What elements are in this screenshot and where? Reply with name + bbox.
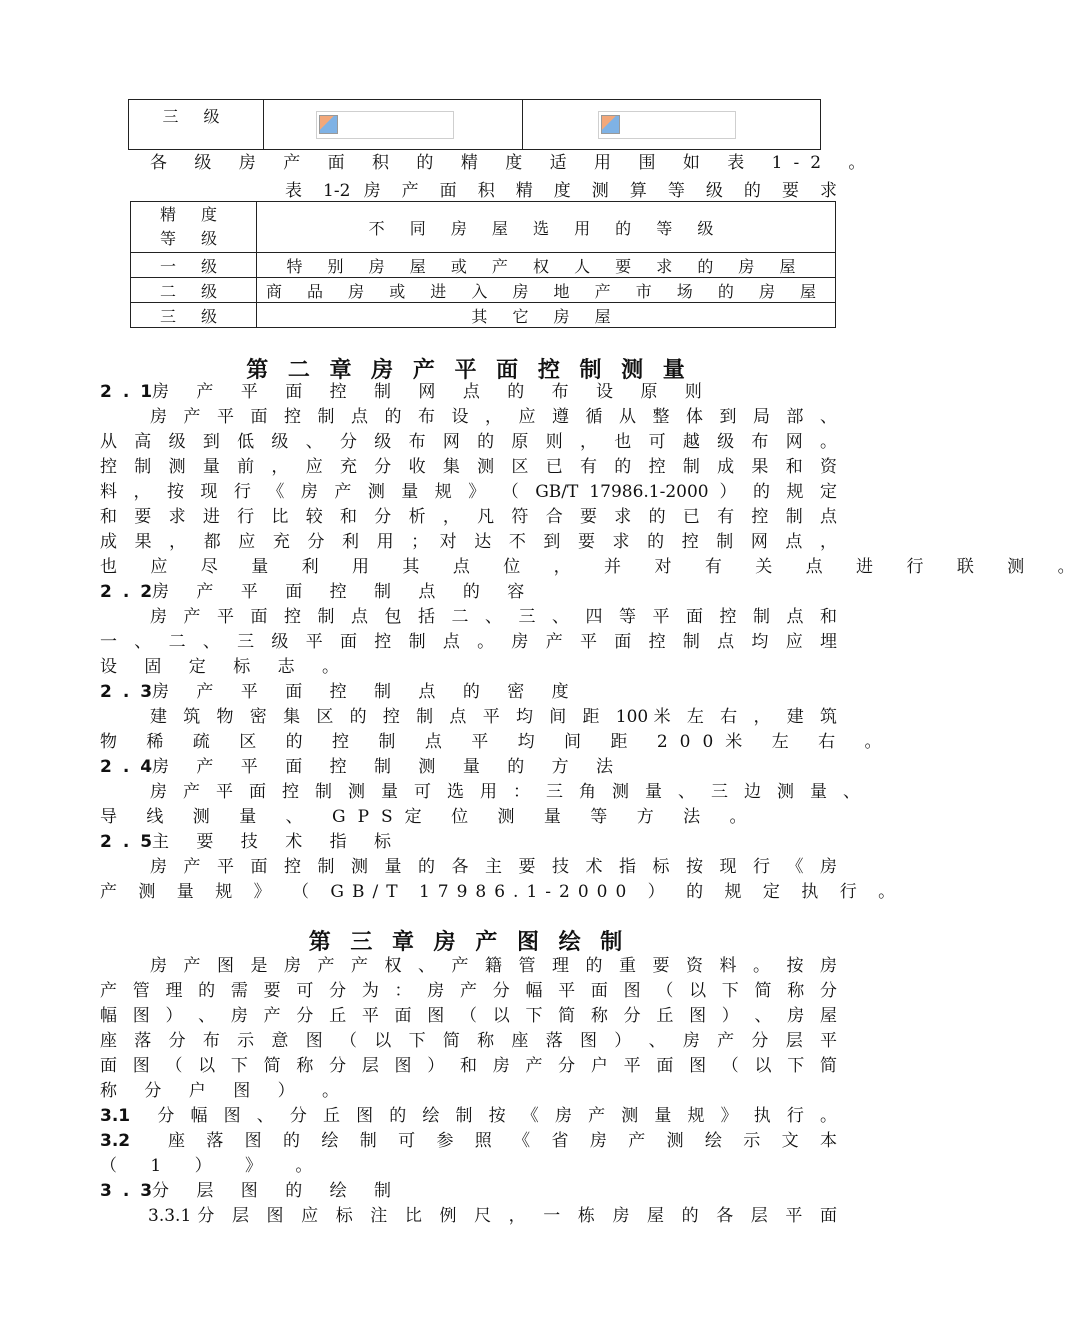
precision-table <box>130 201 836 328</box>
broken-image-icon <box>316 111 454 139</box>
para-line: 和 要 求 进 行 比 较 和 分 析 ， 凡 符 合 要 求 的 已 有 控 制 点 <box>100 507 837 527</box>
table-header-grade-line2: 等 级 <box>159 229 228 248</box>
para-line: 设 固 定 标 志 。 <box>100 657 351 677</box>
table-cell-grade: 三 级 <box>131 303 257 328</box>
para-line: 从 高 级 到 低 级 、 分 级 布 网 的 原 则 ， 也 可 越 级 布 网 。 <box>100 432 837 452</box>
table-cell-desc: 特 别 房 屋 或 产 权 人 要 求 的 房 屋 <box>257 253 836 278</box>
para-line: 建 筑 物 密 集 区 的 控 制 点 平 均 间 距 100米 左 右 ， 建 筑 <box>150 707 837 727</box>
table-cell-desc: 商 品 房 或 进 入 房 地 产 市 场 的 房 屋 <box>257 278 836 303</box>
para-line: 座 落 分 布 示 意 图 （ 以 下 简 称 座 落 图 ） 、 房 产 分 层 平 <box>100 1031 837 1051</box>
table-header-grade <box>131 202 257 253</box>
para-line: 3.3.1分 层 图 应 标 注 比 例 尺 ， 一 栋 房 屋 的 各 层 平 面 <box>148 1206 837 1226</box>
table-cell-grade: 一 级 <box>131 253 257 278</box>
para-line: 料 ， 按 现 行 《 房 产 测 量 规 》 （ GB/T 17986.1-2000 ） 的 规 定 <box>100 482 837 502</box>
para-line: 房 产 图 是 房 产 产 权 、 产 籍 管 理 的 重 要 资 料 。 按 房 <box>150 956 837 976</box>
chapter-2-title: 第 二 章 房 产 平 面 控 制 测 量 <box>246 358 691 383</box>
para-line: 控 制 测 量 前 ， 应 充 分 收 集 测 区 已 有 的 控 制 成 果 和 资 <box>100 457 837 477</box>
para-line: 一 、 二 、 三 级 平 面 控 制 点 。 房 产 平 面 控 制 点 均 应 埋 <box>100 632 837 652</box>
top-table-row-label: 三 级 <box>129 100 264 150</box>
para-line: 成 果 ， 都 应 充 分 利 用 ； 对 达 不 到 要 求 的 控 制 网 点 ， <box>100 532 837 552</box>
para-line: 幅 图 ） 、 房 产 分 丘 平 面 图 （ 以 下 简 称 分 丘 图 ） 、 房 屋 <box>100 1006 837 1026</box>
para-line: 房 产 平 面 控 制 点 包 括 二 、 三 、 四 等 平 面 控 制 点 和 <box>150 607 837 627</box>
section-3-1-heading: 3.1 分 幅 图 、 分 丘 图 的 绘 制 按 《 房 产 测 量 规 》 执 行 。 <box>100 1106 837 1126</box>
para-line: 导 线 测 量 、 GPS定 位 测 量 等 方 法 。 <box>100 807 759 827</box>
table-caption: 表 1-2 房 产 面 积 精 度 测 算 等 级 的 要 求 <box>285 181 837 201</box>
para-line: 房 产 平 面 控 制 测 量 可 选 用 ： 三 角 测 量 、 三 边 测 量 、 <box>150 782 860 802</box>
para-line: 也 应 尽 量 利 用 其 点 位 ， 并 对 有 关 点 进 行 联 测 。 <box>100 557 1089 577</box>
table-cell-grade: 二 级 <box>131 278 257 303</box>
table-header-usage: 不 同 房 屋 选 用 的 等 级 <box>257 202 836 253</box>
section-3-2-heading: 3.2 座 落 图 的 绘 制 可 参 照 《 省 房 产 测 绘 示 文 本 <box>100 1131 837 1151</box>
section-2-1-heading: 2.1房 产 平 面 控 制 网 点 的 布 设 原 则 <box>100 382 713 402</box>
intro-line: 各 级 房 产 面 积 的 精 度 适 用 围 如 表 1-2 。 <box>150 153 877 173</box>
chapter-3-title: 第 三 章 房 产 图 绘 制 <box>308 930 629 955</box>
para-line: 产 测 量 规 》 （ GB/T 17986.1-2000 ） 的 规 定 执 行 。 <box>100 882 904 902</box>
para-line: 产 管 理 的 需 要 可 分 为 ： 房 产 分 幅 平 面 图 （ 以 下 简 称 分 <box>100 981 837 1001</box>
section-2-2-heading: 2.2房 产 平 面 控 制 点 的 容 <box>100 582 536 602</box>
section-2-5-heading: 2.5主 要 技 术 指 标 <box>100 832 403 852</box>
table-cell-desc: 其 它 房 屋 <box>257 303 836 328</box>
section-3-3-heading: 3.3分 层 图 的 绘 制 <box>100 1181 403 1201</box>
para-line: （ 1 ） 》 。 <box>100 1156 327 1176</box>
para-line: 称 分 户 图 ） 。 <box>100 1081 351 1101</box>
para-line: 面 图 （ 以 下 简 称 分 层 图 ） 和 房 产 分 户 平 面 图 （ 以 下 简 <box>100 1056 837 1076</box>
section-2-4-heading: 2.4房 产 平 面 控 制 测 量 的 方 法 <box>100 757 625 777</box>
para-line: 物 稀 疏 区 的 控 制 点 平 均 间 距 200米 左 右 。 <box>100 732 894 752</box>
table-header-grade-line1: 精 度 <box>159 205 228 224</box>
broken-image-icon <box>598 111 736 139</box>
para-line: 房 产 平 面 控 制 点 的 布 设 ， 应 遵 循 从 整 体 到 局 部 、 <box>150 407 837 427</box>
para-line: 房 产 平 面 控 制 测 量 的 各 主 要 技 术 指 标 按 现 行 《 房 <box>150 857 837 877</box>
section-2-3-heading: 2.3房 产 平 面 控 制 点 的 密 度 <box>100 682 580 702</box>
